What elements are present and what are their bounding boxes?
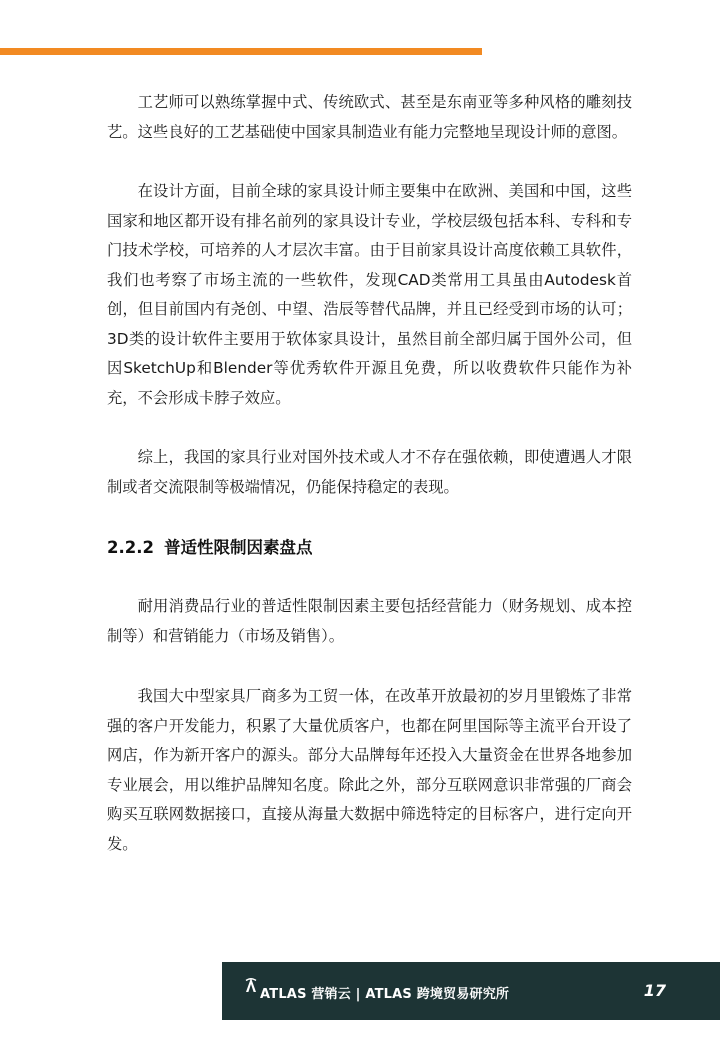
footer-brand-text: ATLAS 营销云 | ATLAS 跨境贸易研究所	[260, 987, 510, 1002]
paragraph-limiting-factors: 耐用消费品行业的普适性限制因素主要包括经营能力（财务规划、成本控制等）和营销能力（市场及销售）。	[107, 597, 632, 645]
paragraph-marketing: 我国大中型家具厂商多为工贸一体，在改革开放最初的岁月里锻炼了非常强的客户开发能力，积累了大量优质客户，也都在阿里国际等主流平台开设了网店，作为新开客户的源头。部分大品牌每年还投入大量资金在世界各地参加专业展会，用以维护品牌知名度。除此之外，部分互联网意识非常强的厂商会购买互联网数据接口，直接从海量大数据中筛选特定的目标客户，进行定向开发。	[107, 687, 632, 853]
section-number: 2.2.2	[107, 538, 154, 557]
atlas-logo-icon	[245, 977, 257, 993]
paragraph-summary: 综上，我国的家具行业对国外技术或人才不存在强依赖，即使遭遇人才限制或者交流限制等极端情况，仍能保持稳定的表现。	[107, 448, 632, 496]
top-accent-bar	[0, 48, 482, 55]
section-title: 普适性限制因素盘点	[163, 538, 313, 557]
section-heading	[107, 533, 632, 562]
paragraph-craftsmanship: 工艺师可以熟练掌握中式、传统欧式、甚至是东南亚等多种风格的雕刻技艺。这些良好的工艺基础使中国家具制造业有能力完整地呈现设计师的意图。	[107, 93, 632, 141]
paragraph-design: 在设计方面，目前全球的家具设计师主要集中在欧洲、美国和中国，这些国家和地区都开设有排名前列的家具设计专业，学校层级包括本科、专科和专门技术学校，可培养的人才层次丰富。由于目前家具设计高度依赖工具软件，我们也考察了市场主流的一些软件，发现CAD类常用工具虽由Autodesk首创，但目前国内有尧创、中望、浩辰等替代品牌，并且已经受到市场的认可；3D类的设计软件主要用于软体家具设计，虽然目前全部归属于国外公司，但因SketchUp和Blender等优秀软件开源且免费，所以收费软件只能作为补充，不会形成卡脖子效应。	[107, 182, 632, 407]
page-content	[107, 88, 632, 859]
page-footer	[222, 962, 720, 1020]
page-number: 17	[643, 981, 666, 1000]
